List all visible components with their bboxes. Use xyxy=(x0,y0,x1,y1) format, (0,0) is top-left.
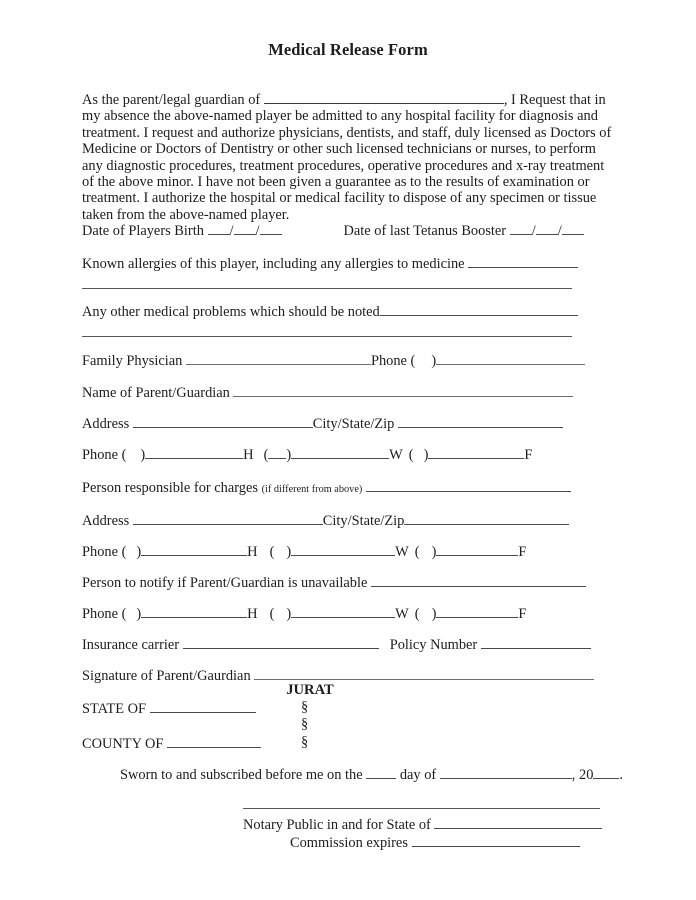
phone-2-work-paren-open: ( xyxy=(269,544,275,560)
row-phone-2 xyxy=(82,542,526,561)
address-1-blank[interactable] xyxy=(133,414,313,428)
phone-3-work-paren-close: ) xyxy=(286,606,292,622)
notify-blank[interactable] xyxy=(371,573,586,587)
county-of-label: COUNTY OF xyxy=(82,736,164,752)
city-state-zip-1-label: City/State/Zip xyxy=(312,416,395,432)
section-symbol-3: § xyxy=(301,734,309,750)
phone-2-home-marker: H xyxy=(247,544,258,560)
phone-3-fax-paren-open: ( xyxy=(414,606,420,622)
signature-label: Signature of Parent/Gaurdian xyxy=(82,668,251,684)
phone-1-fax-paren-close: ) xyxy=(423,447,429,463)
address-2-blank[interactable] xyxy=(133,511,323,525)
sworn-before-text: Sworn to and subscribed before me on the xyxy=(120,767,363,783)
commission-expires-label: Commission expires xyxy=(290,835,408,851)
row-parent-name xyxy=(82,383,573,402)
phone-1-work-paren-close: ) xyxy=(286,447,292,463)
row-address-2 xyxy=(82,511,569,530)
responsible-label: Person responsible for charges xyxy=(82,480,258,496)
phone-2-label: Phone ( xyxy=(82,544,127,560)
phone-3-work-paren-open: ( xyxy=(269,606,275,622)
birth-day-blank[interactable] xyxy=(234,221,256,235)
row-phone-1 xyxy=(82,445,532,464)
intro-text-before: As the parent/legal guardian of xyxy=(82,92,264,108)
city-state-zip-2-label: City/State/Zip xyxy=(322,513,405,529)
phone-2-work-paren-close: ) xyxy=(286,544,292,560)
phone-2-fax-blank[interactable] xyxy=(436,542,518,556)
row-commission-expires xyxy=(290,833,580,852)
row-insurance xyxy=(82,635,591,654)
row-notary-public xyxy=(243,815,602,834)
phone-2-fax-marker: F xyxy=(518,544,527,560)
parent-name-label: Name of Parent/Guardian xyxy=(82,385,230,401)
row-family-physician xyxy=(82,351,585,370)
phone-1-work-paren-open: ( xyxy=(263,447,269,463)
policy-label: Policy Number xyxy=(389,637,478,653)
row-emergency-contact xyxy=(82,573,586,592)
player-name-blank[interactable] xyxy=(264,90,504,104)
family-physician-blank[interactable] xyxy=(186,351,371,365)
intro-text-after: , I Request that in my absence the above-named player be admitted to any hospital facility for diagnosis and treatment. I request and authorize physicians, dentists, and staff, duly licensed as Doctors of Medicine or Doctors of Dentistry or other such licensed technicians or nurses, to perform any diagnostic procedures, treatment procedures, operative procedures and x-ray treatment of the above minor. I have not been given a guarantee as to the results of examination or treatment. I authorize the hospital or medical facility to dispose of any specimen or tissue taken from the above-named player. xyxy=(82,92,612,223)
row-phone-3 xyxy=(82,604,526,623)
phone-1-paren-close: ) xyxy=(140,447,146,463)
parent-name-blank[interactable] xyxy=(233,383,573,397)
tetanus-year-blank[interactable] xyxy=(562,221,584,235)
tetanus-month-blank[interactable] xyxy=(510,221,532,235)
responsible-note: (if different from above) xyxy=(261,484,363,495)
commission-expires-blank[interactable] xyxy=(412,833,580,847)
tetanus-day-blank[interactable] xyxy=(536,221,558,235)
phone-1-fax-blank[interactable] xyxy=(428,445,524,459)
row-state-of xyxy=(82,699,256,718)
phone-1-fax-marker: F xyxy=(524,447,533,463)
sworn-year-blank[interactable] xyxy=(593,765,619,779)
notary-state-blank[interactable] xyxy=(434,815,602,829)
county-of-blank[interactable] xyxy=(167,734,261,748)
phone-2-home-blank[interactable] xyxy=(141,542,247,556)
phone-1-work-blank[interactable] xyxy=(291,445,389,459)
phone-3-home-blank[interactable] xyxy=(141,604,247,618)
phone-1-home-marker: H xyxy=(243,447,254,463)
allergies-blank-2[interactable] xyxy=(82,288,572,289)
responsible-blank[interactable] xyxy=(366,478,571,492)
policy-blank[interactable] xyxy=(481,635,591,649)
state-of-label: STATE OF xyxy=(82,701,147,717)
phone-2-fax-paren-close: ) xyxy=(431,544,437,560)
phone-2-work-marker: W xyxy=(395,544,409,560)
sworn-month-blank[interactable] xyxy=(440,765,572,779)
phone-1-work-marker: W xyxy=(389,447,403,463)
tetanus-label: Date of last Tetanus Booster xyxy=(343,223,507,239)
intro-paragraph xyxy=(82,90,616,223)
city-state-zip-1-blank[interactable] xyxy=(398,414,563,428)
address-1-label: Address xyxy=(82,416,130,432)
notary-public-label: Notary Public in and for State of xyxy=(243,817,431,833)
birth-year-blank[interactable] xyxy=(260,221,282,235)
row-responsible-party xyxy=(82,478,571,498)
medical-problems-blank-2[interactable] xyxy=(82,336,572,337)
phone-3-fax-marker: F xyxy=(518,606,527,622)
sworn-day-blank[interactable] xyxy=(366,765,396,779)
physician-phone-label: Phone ( xyxy=(370,353,416,369)
phone-2-paren-close: ) xyxy=(136,544,142,560)
phone-1-work-area-blank[interactable] xyxy=(268,445,286,459)
page-title: Medical Release Form xyxy=(268,40,428,59)
notary-signature-blank[interactable] xyxy=(243,808,600,809)
phone-2-fax-paren-open: ( xyxy=(414,544,420,560)
physician-phone-paren-close: ) xyxy=(431,353,437,369)
medical-problems-blank-1[interactable] xyxy=(380,302,578,316)
signature-blank[interactable] xyxy=(254,666,594,680)
phone-3-work-marker: W xyxy=(395,606,409,622)
notify-label: Person to notify if Parent/Guardian is unavailable xyxy=(82,575,368,591)
phone-3-label: Phone ( xyxy=(82,606,127,622)
birth-month-blank[interactable] xyxy=(208,221,230,235)
section-symbol-1: § xyxy=(301,699,309,715)
phone-2-work-blank[interactable] xyxy=(291,542,395,556)
row-county-of xyxy=(82,734,261,753)
phone-1-home-blank[interactable] xyxy=(145,445,243,459)
phone-3-home-marker: H xyxy=(247,606,258,622)
row-sworn-statement xyxy=(120,765,623,784)
state-of-blank[interactable] xyxy=(150,699,256,713)
phone-3-fax-paren-close: ) xyxy=(431,606,437,622)
family-physician-label: Family Physician xyxy=(82,353,183,369)
phone-3-fax-blank[interactable] xyxy=(436,604,518,618)
allergies-label: Known allergies of this player, including any allergies to medicine xyxy=(82,256,465,272)
row-birth-tetanus: Date of Players Birth / / Date of last Tetanus Booster / / xyxy=(82,221,584,240)
allergies-blank-1[interactable] xyxy=(468,254,578,268)
address-2-label: Address xyxy=(82,513,130,529)
date-of-birth-label: Date of Players Birth xyxy=(82,223,204,239)
row-address-1 xyxy=(82,414,563,433)
row-medical-problems xyxy=(82,302,578,321)
city-state-zip-2-blank[interactable] xyxy=(404,511,569,525)
insurance-label: Insurance carrier xyxy=(82,637,180,653)
insurance-blank[interactable] xyxy=(183,635,379,649)
sworn-year-prefix: , 20 xyxy=(571,767,594,783)
phone-1-label: Phone ( xyxy=(82,447,127,463)
medical-problems-label: Any other medical problems which should be noted xyxy=(82,304,380,320)
row-allergies xyxy=(82,254,578,273)
phone-3-work-blank[interactable] xyxy=(291,604,395,618)
sworn-period: . xyxy=(619,767,623,783)
sworn-day-text: day of xyxy=(399,767,437,783)
phone-3-paren-close: ) xyxy=(136,606,142,622)
section-symbol-2: § xyxy=(301,716,309,732)
physician-phone-blank[interactable] xyxy=(436,351,585,365)
phone-1-fax-paren-open: ( xyxy=(408,447,414,463)
jurat-heading: JURAT xyxy=(286,682,334,698)
